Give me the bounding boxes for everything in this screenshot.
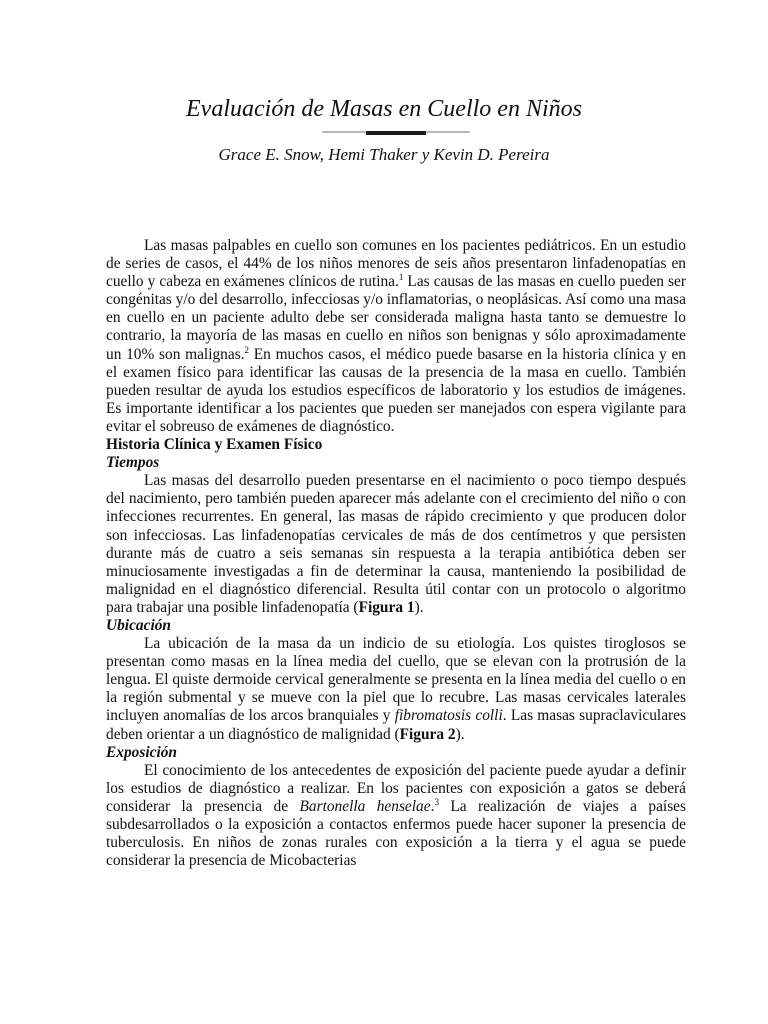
subheading-exposicion: Exposición xyxy=(106,743,177,761)
intro-paragraph: Las masas palpables en cuello son comunes en los pacientes pediátricos. En un estudio de series de casos, el 44% de los niños menores de seis años presentaron linfadenopatías en cuello y cabeza en exámenes clínicos de rutina.$^1$ Las causas de las masas en cuello pueden ser congénitas y/o del desarrollo, infecciosas y/o inflamatorias, o neoplásicas. Así como una masa en cuello en un paciente adulto debe ser considerada maligna hasta tanto se demuestre lo contrario, la mayoría de las masas en cuello en niños son benignas y sólo aproximadamente un 10% son malignas.$^2$ En muchos casos, el médico puede basarse en la historia clínica y en el examen físico para identificar las causas de la presencia de la masa en cuello. También pueden resultar de ayuda los estudios específicos de laboratorio y los estudios de imágenes. Es importante identificar a los pacientes que pueden ser manejados con espera vigilante para evitar el sobreuso de exámenes de diagnóstico. xyxy=(106,237,686,435)
tiempos-paragraph: Las masas del desarrollo pueden presentarse en el nacimiento o poco tiempo después del nacimiento, pero también pueden aparecer más adelante con el crecimiento del niño o con infecciones recurrentes. En general, las masas de rápido crecimiento y que producen dolor son infecciosas. Las linfadenopatías cervicales de más de dos centímetros y que persisten durante más de cuatro a seis semanas sin respuesta a la terapia antibiótica deben ser minuciosamente investigadas a fin de determinar la causa, manteniendo la posibilidad de malignidad en el diagnóstico diferencial. Resulta útil contar con un protocolo o algoritmo para trabajar una posible linfadenopatía (Figura 1). xyxy=(106,472,686,616)
reference-2: 2 xyxy=(244,344,250,355)
reference-3: 3 xyxy=(434,796,439,807)
reference-1: 1 xyxy=(398,272,404,283)
article-authors: Grace E. Snow, Hemi Thaker y Kevin D. Pereira xyxy=(218,145,550,164)
italic-term: fibromatosis colli xyxy=(394,707,503,725)
ubicacion-paragraph: La ubicación de la masa da un indicio de su etiología. Los quistes tiroglosos se presentan como masas en la línea media del cuello, que se elevan con la protrusión de la lengua. El quiste dermoide cervical generalmente se presenta en la línea media del cuello o en la región submental y se mueve con la piel que lo recubre. Las masas cervicales laterales incluyen anomalías de los arcos branquiales y fibromatosis colli. Las masas supraclaviculares deben orientar a un diagnóstico de malignidad (Figura 2). xyxy=(106,635,686,743)
article-title: Evaluación de Masas en Cuello en Niños xyxy=(186,96,582,122)
title-divider-accent xyxy=(366,131,426,135)
article-body xyxy=(106,237,686,870)
subheading-ubicacion: Ubicación xyxy=(106,616,171,634)
italic-term: Bartonella henselae xyxy=(299,797,431,815)
figure-reference: Figura 1 xyxy=(358,598,415,616)
subheading-tiempos: Tiempos xyxy=(106,454,160,472)
exposicion-paragraph: El conocimiento de los antecedentes de exposición del paciente puede ayudar a definir los estudios de diagnóstico a realizar. En los pacientes con exposición a gatos se deberá considerar la presencia de Bartonella henselae.$^3$ La realización de viajes a países subdesarrollados o la exposición a contactos enfermos puede hacer suponer la presencia de tuberculosis. En niños de zonas rurales con exposición a la tierra y el agua se puede considerar la presencia de Micobacterias xyxy=(106,761,686,870)
section-heading: Historia Clínica y Examen Físico xyxy=(106,436,323,454)
figure-reference: Figura 2 xyxy=(399,725,456,743)
